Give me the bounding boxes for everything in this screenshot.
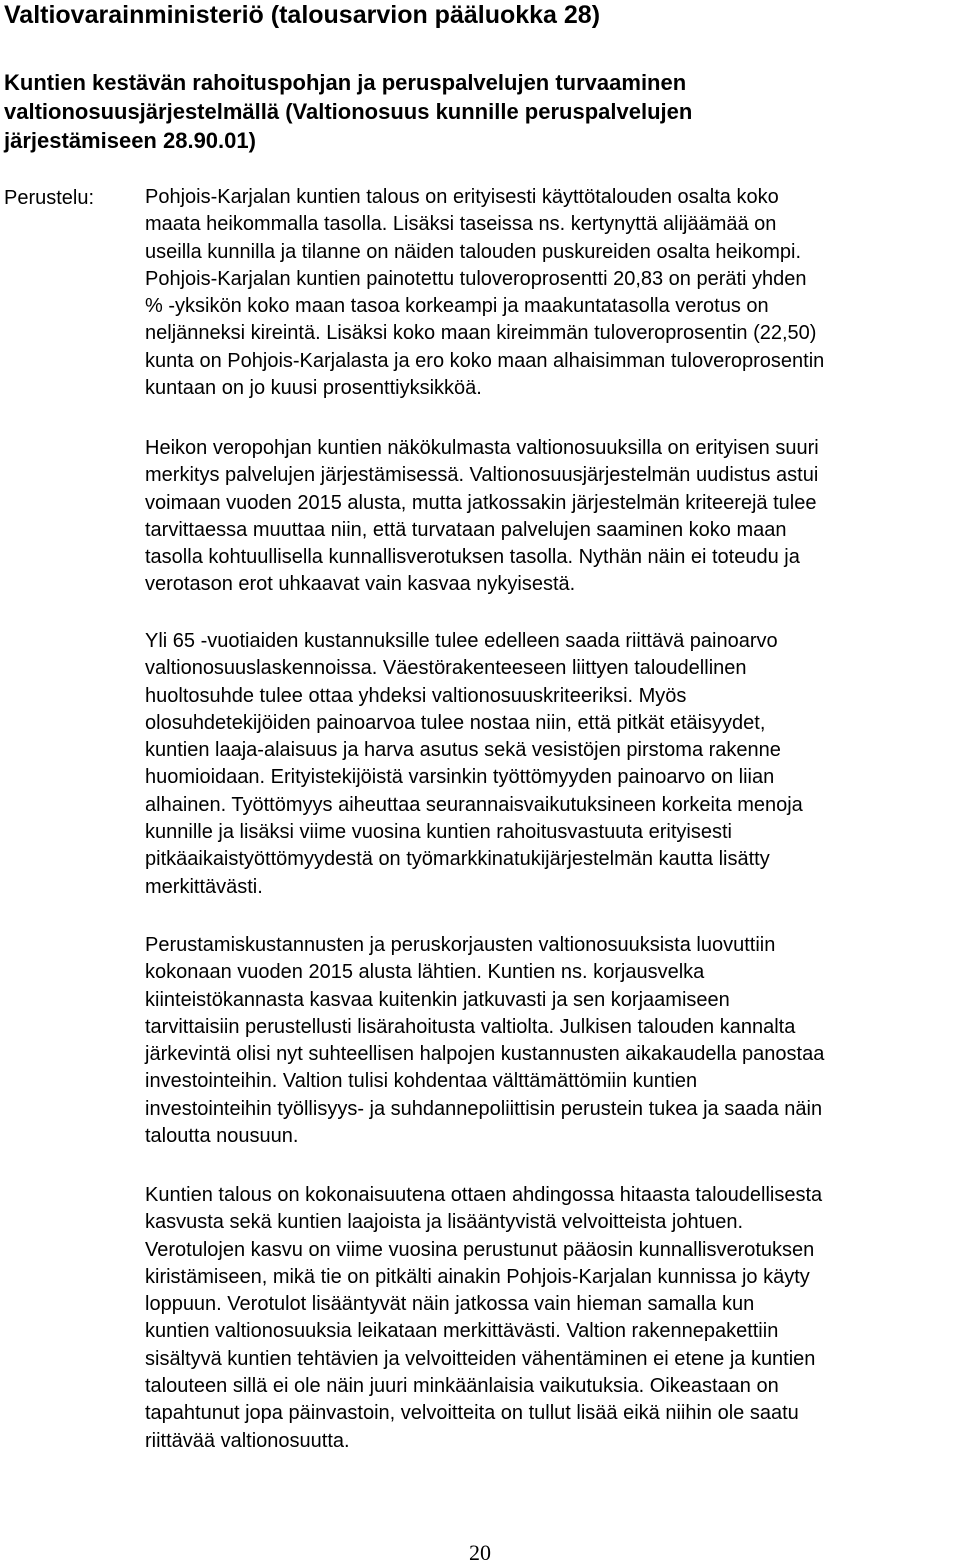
- text-line: kuntien laaja-alaisuus ja harva asutus sekä vesistöjen pirstoma rakenne: [145, 739, 781, 762]
- text-line: investointeihin työllisyys- ja suhdannepoliittisin perustein tukea ja saada näin: [145, 1097, 823, 1120]
- heading-line: järjestämiseen 28.90.01): [4, 128, 256, 153]
- text-line: kunta on Pohjois-Karjalasta ja ero koko maan alhaisimman tuloveroprosentin: [145, 349, 825, 372]
- text-line: verotason erot uhkaavat vain kasvaa nykyisestä.: [145, 573, 576, 596]
- paragraph-5: [145, 1182, 960, 1455]
- text-line: talouteen sillä ei ole näin juuri minkäänlaisia vaikutuksia. Oikeastaan on: [145, 1375, 779, 1398]
- justification-label: Perustelu:: [4, 187, 95, 209]
- text-line: Heikon veropohjan kuntien näkökulmasta valtionosuuksilla on erityisen suuri: [145, 437, 819, 459]
- text-line: kiristämiseen, mikä tie on pitkälti ainakin Pohjois-Karjalan kunnissa jo käyty: [145, 1265, 810, 1288]
- text-line: useilla kunnilla ja tilanne on näiden talouden puskureiden osalta heikompi.: [145, 240, 802, 263]
- text-line: Perustamiskustannusten ja peruskorjausten valtionosuuksista luovuttiin: [145, 934, 776, 956]
- page-title: Valtiovarainministeriö (talousarvion pääluokka 28): [4, 1, 601, 29]
- text-line: kokonaan vuoden 2015 alusta lähtien. Kuntien ns. korjausvelka: [145, 961, 705, 984]
- text-line: huomioidaan. Erityistekijöistä varsinkin työttömyyden painoarvo on liian: [145, 766, 775, 789]
- text-line: Pohjois-Karjalan kuntien talous on erityisesti käyttötalouden osalta koko: [145, 186, 779, 208]
- text-line: tasolla kohtuullisella kunnallisverotuksen tasolla. Nythän näin ei toteudu ja: [145, 546, 800, 569]
- text-line: kuntien valtionosuuksia leikataan merkittävästi. Valtion rakennepakettiin: [145, 1320, 779, 1343]
- paragraph-3: [145, 628, 960, 901]
- text-line: tapahtunut jopa päinvastoin, velvoitteita on tullut lisää eikä niihin ole saatu: [145, 1402, 799, 1425]
- text-line: loppuun. Verotulot lisääntyvät näin jatkossa vain hieman samalla kun: [145, 1293, 755, 1316]
- text-line: olosuhdetekijöiden painoarvoa tulee nostaa niin, että pitkät etäisyydet,: [145, 711, 766, 734]
- text-line: maata heikommalla tasolla. Lisäksi taseissa ns. kertynyttä alijäämää on: [145, 213, 777, 236]
- text-line: Kuntien talous on kokonaisuutena ottaen ahdingossa hitaasta taloudellisesta: [145, 1184, 823, 1206]
- text-line: järkevintä olisi nyt suhteellisen halpojen kustannusten aikakaudella panostaa: [145, 1043, 825, 1066]
- text-line: Yli 65 -vuotiaiden kustannuksille tulee edelleen saada riittävä painoarvo: [145, 630, 778, 652]
- page-number: 20: [469, 1540, 491, 1565]
- heading-line: valtionosuusjärjestelmällä (Valtionosuus kunnille peruspalvelujen: [4, 99, 693, 124]
- text-line: kunnille ja lisäksi viime vuosina kuntien rahoitusvastuuta erityisesti: [145, 821, 732, 844]
- text-line: % -yksikön koko maan tasoa korkeampi ja maakuntatasolla verotus on: [145, 295, 769, 318]
- paragraph-1: [145, 184, 960, 402]
- text-line: riittävää valtionosuutta.: [145, 1429, 350, 1452]
- text-line: huoltosuhde tulee ottaa yhdeksi valtionosuuskriteeriksi. Myös: [145, 684, 687, 707]
- text-line: kasvusta sekä kuntien laajoista ja lisääntyvistä velvoitteista johtuen.: [145, 1211, 744, 1234]
- text-line: alhainen. Työttömyys aiheuttaa seurannaisvaikutuksineen korkeita menoja: [145, 793, 803, 816]
- text-line: valtionosuuslaskennoissa. Väestörakenteeseen liittyen taloudellinen: [145, 657, 747, 680]
- section-heading: [4, 68, 954, 155]
- text-line: tarvittaessa muuttaa niin, että turvataan palvelujen saaminen koko maan: [145, 518, 787, 541]
- text-line: neljänneksi kireintä. Lisäksi koko maan kireimmän tuloveroprosentin (22,50): [145, 322, 817, 345]
- paragraph-2: [145, 435, 960, 599]
- text-line: sisältyvä kuntien tehtävien ja velvoitteiden vähentäminen ei etene ja kuntien: [145, 1347, 816, 1370]
- text-line: Pohjois-Karjalan kuntien painotettu tuloveroprosentti 20,83 on peräti yhden: [145, 267, 807, 290]
- text-line: taloutta nousuun.: [145, 1125, 299, 1148]
- paragraph-4: [145, 932, 960, 1150]
- text-line: kuntaan on jo kuusi prosenttiyksikköä.: [145, 377, 482, 400]
- text-line: investointeihin. Valtion tulisi kohdentaa välttämättömiin kuntien: [145, 1070, 698, 1093]
- text-line: kiinteistökannasta kasvaa kuitenkin jatkuvasti ja sen korjaamiseen: [145, 988, 730, 1011]
- text-line: merkitys palvelujen järjestämisessä. Valtionosuusjärjestelmän uudistus astui: [145, 464, 819, 487]
- text-line: voimaan vuoden 2015 alusta, mutta jatkossakin järjestelmän kriteerejä tulee: [145, 491, 817, 514]
- text-line: merkittävästi.: [145, 875, 263, 898]
- text-line: Verotulojen kasvu on viime vuosina perustunut pääosin kunnallisverotuksen: [145, 1238, 815, 1261]
- text-line: tarvittaisiin perustellusti lisärahoitusta valtiolta. Julkisen talouden kannalta: [145, 1015, 796, 1038]
- heading-line: Kuntien kestävän rahoituspohjan ja peruspalvelujen turvaaminen: [4, 70, 687, 95]
- text-line: pitkäaikaistyöttömyydestä on työmarkkinatukijärjestelmän kautta lisätty: [145, 848, 770, 871]
